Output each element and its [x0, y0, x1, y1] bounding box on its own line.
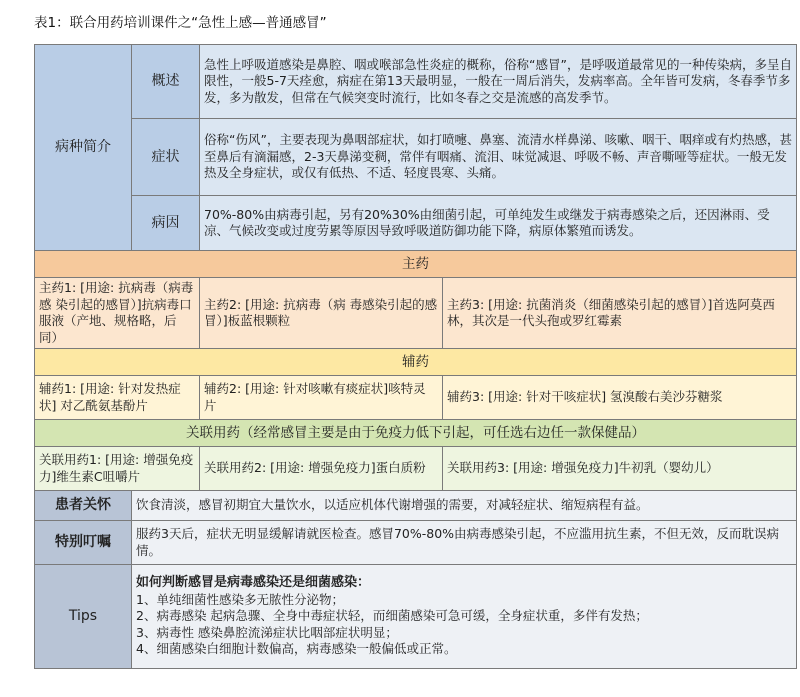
row-main-drugs-header — [35, 251, 797, 278]
tips-line-1: 1、单纯细菌性感染多无脓性分泌物； — [136, 591, 344, 607]
patient-care-text: 饮食清淡，感冒初期宜大量饮水，以适应机体代谢增强的需要，对减轻症状、缩短病程有益。 — [132, 491, 797, 521]
row-aux-drugs — [35, 376, 797, 420]
aux-drugs-header: 辅药 — [35, 349, 797, 376]
tips-label: Tips — [35, 565, 132, 669]
row-patient-care — [35, 491, 797, 521]
row-cause — [35, 196, 797, 251]
cause-label: 病因 — [132, 196, 200, 251]
symptoms-label: 症状 — [132, 119, 200, 196]
row-aux-drugs-header — [35, 349, 797, 376]
row-related-drugs — [35, 447, 797, 491]
main-drug-1: 主药1: [用途: 抗病毒（病毒感 染引起的感冒）]抗病毒口服液（产地、规格略，后同） — [35, 278, 200, 349]
related-drug-3: 关联用药3: [用途: 增强免疫力]牛初乳（婴幼儿） — [443, 447, 797, 491]
overview-label: 概述 — [132, 45, 200, 119]
tips-line-2: 2、病毒感染 起病急骤、全身中毒症状轻，而细菌感染可急可缓，全身症状重，多伴有发热； — [136, 608, 648, 624]
overview-text: 急性上呼吸道感染是鼻腔、咽或喉部急性炎症的概称，俗称“感冒”，是呼吸道最常见的一种传染病，多呈自限性，一般5-7天痊愈，病症在第13天最明显，一般在一周后消失，发病率高。全年皆可发病，冬春季节多发，多为散发，但常在气候突变时流行，比如冬春之交是流感的高发季节。 — [200, 45, 797, 119]
tips-content — [132, 565, 797, 669]
special-note-text: 服药3天后，症状无明显缓解请就医检查。感冒70%-80%由病毒感染引起，不应滥用抗生素，不但无效，反而耽误病情。 — [132, 521, 797, 565]
main-drug-3: 主药3: [用途: 抗菌消炎（细菌感染引起的感冒）]首选阿莫西林，其次是一代头孢或罗红霉素 — [443, 278, 797, 349]
related-drug-2: 关联用药2: [用途: 增强免疫力]蛋白质粉 — [200, 447, 443, 491]
special-note-label: 特别叮嘱 — [35, 521, 132, 565]
related-drug-1: 关联用药1: [用途: 增强免疫力]维生素C咀嚼片 — [35, 447, 200, 491]
row-tips — [35, 565, 797, 669]
symptoms-text: 俗称“伤风”，主要表现为鼻咽部症状，如打喷嚏、鼻塞、流清水样鼻涕、咳嗽、咽干、咽痒或有灼热感，甚至鼻后有滴漏感，2-3天鼻涕变稠，常伴有咽痛、流泪、味觉减退、呼吸不畅、声音嘶哑等症状。一般无发热及全身症状，或仅有低热、不适、轻度畏寒、头痛。 — [200, 119, 797, 196]
disease-intro-label: 病种简介 — [35, 45, 132, 251]
training-table — [34, 44, 797, 669]
row-related-drugs-header — [35, 420, 797, 447]
tips-line-4: 4、细菌感染白细胞计数偏高，病毒感染一般偏低或正常。 — [136, 641, 457, 657]
main-drugs-header: 主药 — [35, 251, 797, 278]
row-main-drugs — [35, 278, 797, 349]
related-drugs-header: 关联用药（经常感冒主要是由于免疫力低下引起，可任选右边任一款保健品） — [35, 420, 797, 447]
tips-question: 如何判断感冒是病毒感染还是细菌感染： — [136, 575, 371, 591]
tips-line-3: 3、病毒性 感染鼻腔流涕症状比咽部症状明显； — [136, 624, 398, 640]
aux-drug-3: 辅药3: [用途: 针对干咳症状] 氢溴酸右美沙芬糖浆 — [443, 376, 797, 420]
cause-text: 70%-80%由病毒引起，另有20%30%由细菌引起，可单纯发生或继发于病毒感染之后，还因淋雨、受凉、气候改变或过度劳累等原因导致呼吸道防御功能下降，病原体繁殖而诱发。 — [200, 196, 797, 251]
patient-care-label: 患者关怀 — [35, 491, 132, 521]
document-title: 表1：联合用药培训课件之“急性上感—普通感冒” — [34, 15, 327, 31]
aux-drug-1: 辅药1: [用途: 针对发热症状] 对乙酰氨基酚片 — [35, 376, 200, 420]
main-drug-2: 主药2: [用途: 抗病毒（病 毒感染引起的感冒）]板蓝根颗粒 — [200, 278, 443, 349]
aux-drug-2: 辅药2: [用途: 针对咳嗽有痰症状]咳特灵片 — [200, 376, 443, 420]
row-overview — [35, 45, 797, 119]
row-symptoms — [35, 119, 797, 196]
row-special-note — [35, 521, 797, 565]
